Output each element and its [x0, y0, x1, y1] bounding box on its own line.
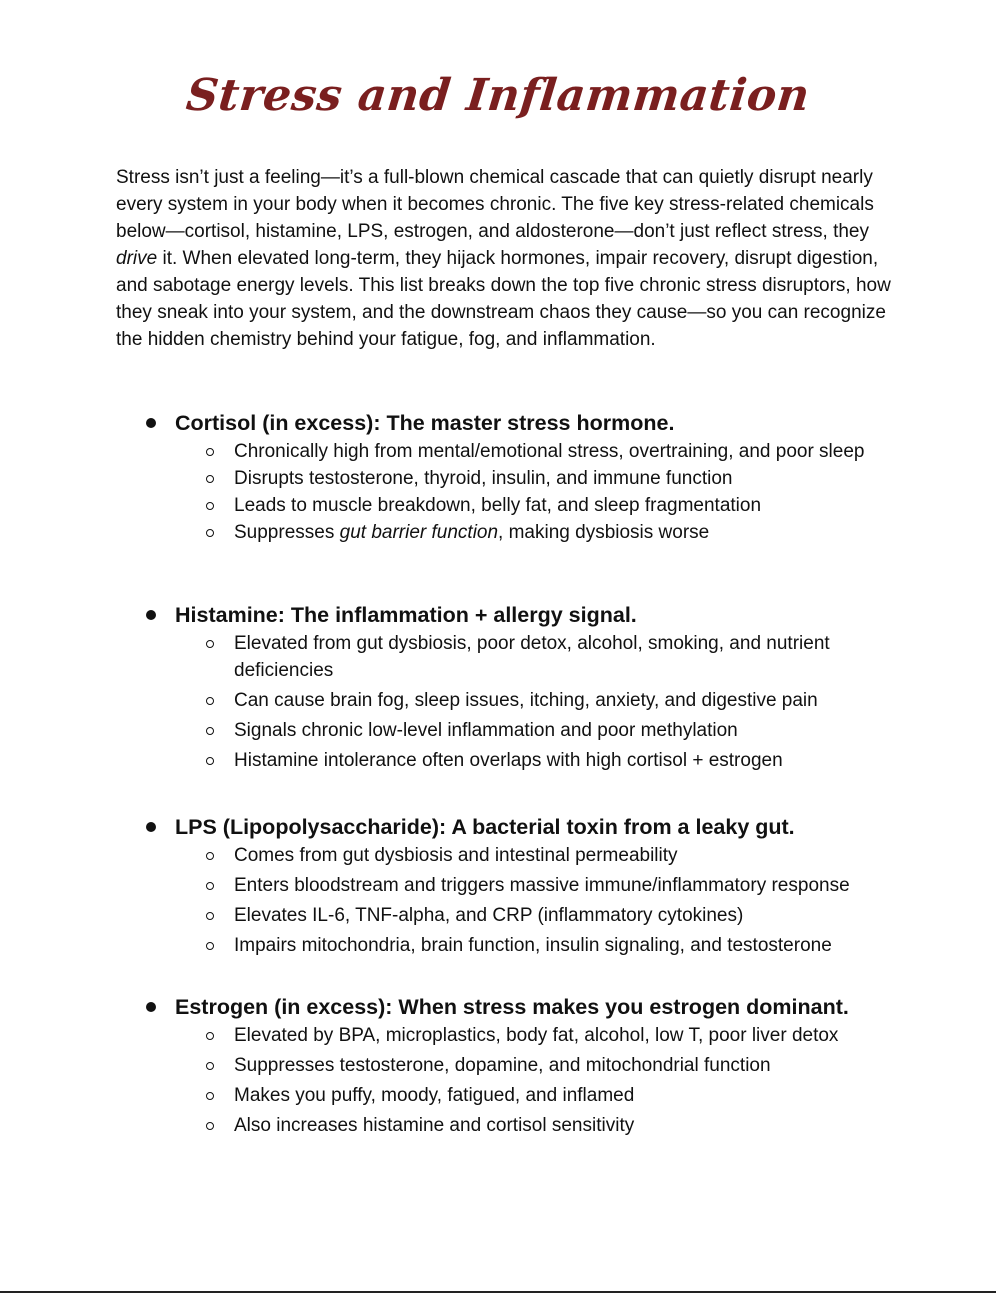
list-item [146, 872, 906, 899]
list-item [146, 687, 906, 714]
list-item [146, 1022, 906, 1049]
circle-bullet-icon [206, 1092, 214, 1100]
list-item-text: Can cause brain fog, sleep issues, itching, anxiety, and digestive pain [234, 690, 818, 711]
circle-bullet-icon [206, 882, 214, 890]
section-heading [146, 812, 906, 842]
sub-list [146, 438, 906, 546]
list-item-text: Chronically high from mental/emotional stress, overtraining, and poor sleep [234, 441, 865, 462]
list-item-text: Enters bloodstream and triggers massive immune/inflammatory response [234, 875, 850, 896]
sub-list [146, 842, 906, 959]
section-heading-text: LPS (Lipopolysaccharide): A bacterial toxin from a leaky gut. [175, 815, 795, 839]
section-heading [146, 408, 906, 438]
circle-bullet-icon [206, 640, 214, 648]
circle-bullet-icon [206, 448, 214, 456]
circle-bullet-icon [206, 502, 214, 510]
list-item-text: Elevates IL-6, TNF-alpha, and CRP (inflammatory cytokines) [234, 905, 744, 926]
section-lps [146, 812, 906, 962]
intro-text-1: Stress isn’t just a feeling—it’s a full-blown chemical cascade that can quietly disrupt nearly every system in your body when it becomes chronic. The five key stress-related chemicals below—cortisol, histamine, LPS, estrogen, and aldosterone—don’t just reflect stress, they [116, 167, 874, 242]
section-heading [146, 992, 906, 1022]
section-heading-text: Cortisol (in excess): The master stress hormone. [175, 411, 675, 435]
circle-bullet-icon [206, 727, 214, 735]
circle-bullet-icon [206, 1062, 214, 1070]
section-heading-text: Histamine: The inflammation + allergy signal. [175, 603, 637, 627]
sub-list [146, 630, 906, 774]
section-heading [146, 600, 906, 630]
bullet-icon [146, 610, 156, 620]
section-heading-text: Estrogen (in excess): When stress makes you estrogen dominant. [175, 995, 849, 1019]
circle-bullet-icon [206, 529, 214, 537]
list-item [146, 747, 906, 774]
list-item-text: Suppresses [234, 522, 340, 543]
list-item-text: Leads to muscle breakdown, belly fat, and sleep fragmentation [234, 495, 762, 516]
list-item [146, 492, 906, 519]
list-item [146, 932, 906, 959]
circle-bullet-icon [206, 912, 214, 920]
list-item [146, 465, 906, 492]
list-item [146, 1112, 906, 1139]
circle-bullet-icon [206, 697, 214, 705]
list-item [146, 902, 906, 929]
circle-bullet-icon [206, 1032, 214, 1040]
list-item [146, 1082, 906, 1109]
list-item-text: Makes you puffy, moody, fatigued, and inflamed [234, 1085, 635, 1106]
page-title: Stress and Inflammation [183, 70, 813, 121]
list-item-text: Disrupts testosterone, thyroid, insulin, and immune function [234, 468, 733, 489]
circle-bullet-icon [206, 942, 214, 950]
list-item-text: , making dysbiosis worse [498, 522, 710, 543]
list-item-text: Also increases histamine and cortisol sensitivity [234, 1115, 635, 1136]
bullet-icon [146, 822, 156, 832]
section-cortisol [146, 408, 906, 546]
circle-bullet-icon [206, 757, 214, 765]
list-item-text: Impairs mitochondria, brain function, insulin signaling, and testosterone [234, 935, 832, 956]
list-item-text: Elevated by BPA, microplastics, body fat, alcohol, low T, poor liver detox [234, 1025, 839, 1046]
list-item [146, 630, 906, 684]
bullet-icon [146, 1002, 156, 1012]
list-item-text: Histamine intolerance often overlaps with high cortisol + estrogen [234, 750, 783, 771]
list-item [146, 717, 906, 744]
list-item-emphasis: gut barrier function [339, 522, 499, 543]
section-estrogen [146, 992, 906, 1142]
list-item [146, 1052, 906, 1079]
list-item [146, 519, 906, 546]
sub-list [146, 1022, 906, 1139]
list-item [146, 842, 906, 869]
list-item-text: Signals chronic low-level inflammation and poor methylation [234, 720, 738, 741]
circle-bullet-icon [206, 475, 214, 483]
intro-emphasis: drive [116, 248, 158, 269]
list-item-text: Comes from gut dysbiosis and intestinal permeability [234, 845, 678, 866]
list-item-text: Elevated from gut dysbiosis, poor detox, alcohol, smoking, and nutrient deficiencies [234, 633, 830, 681]
circle-bullet-icon [206, 1122, 214, 1130]
list-item [146, 438, 906, 465]
bullet-icon [146, 418, 156, 428]
intro-text-2: it. When elevated long-term, they hijack hormones, impair recovery, disrupt digestion, and sabotage energy levels. This list breaks down the top five chronic stress disruptors, how they sneak into your system, and the downstream chaos they cause—so you can recognize the hidden chemistry behind your fatigue, fog, and inflammation. [116, 248, 891, 350]
list-item-text: Suppresses testosterone, dopamine, and mitochondrial function [234, 1055, 771, 1076]
section-histamine [146, 600, 906, 777]
circle-bullet-icon [206, 852, 214, 860]
intro-paragraph [116, 164, 896, 353]
